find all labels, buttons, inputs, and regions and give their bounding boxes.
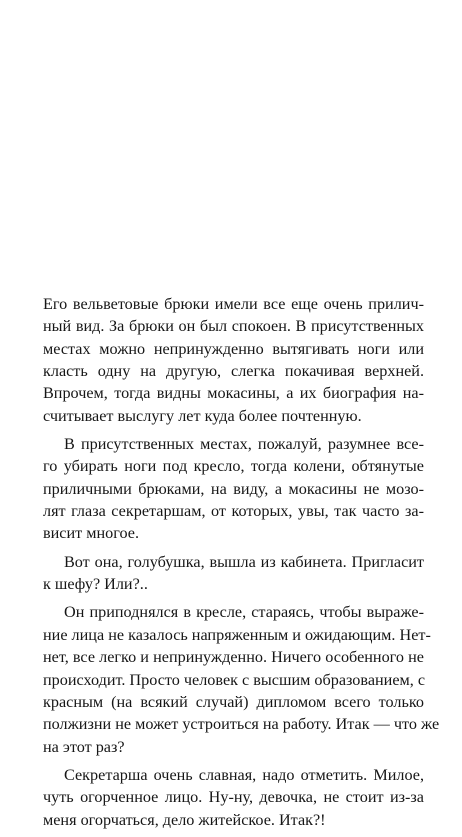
text-line: Его вельветовые брюки имели все еще очень прилич- xyxy=(43,295,424,313)
text-line: висит многое. xyxy=(43,524,140,543)
paragraph-2 xyxy=(43,433,424,545)
text-line: меня огорчаться, дело житейское. Итак?! xyxy=(43,810,326,829)
paragraph-5 xyxy=(43,764,424,831)
text-line: ный вид. За брюки он был спокоен. В присутственных xyxy=(43,317,424,336)
text-line: класть одну на другую, слегка покачивая верхней. xyxy=(43,362,424,381)
body-text xyxy=(43,293,440,837)
text-line: го убирать ноги под кресло, тогда колени, обтянутые xyxy=(43,457,424,476)
text-line: местах можно непринужденно вытягивать ноги или xyxy=(43,339,424,358)
text-line: Вот она, голубушка, вышла из кабинета. Пригласит xyxy=(64,552,424,571)
text-line: В присутственных местах, пожалуй, разумнее все- xyxy=(64,435,424,454)
text-line: нет, все легко и непринужденно. Ничего особенного не xyxy=(43,648,424,667)
text-line: приличными брюками, на виду, а мокасины не мозо- xyxy=(43,479,424,498)
text-line: к шефу? Или?.. xyxy=(43,575,148,594)
text-line: лят глаза секретаршам, от которых, увы, так часто за- xyxy=(43,502,424,521)
text-line: происходит. Просто человек с высшим образованием, с xyxy=(43,670,426,689)
text-line: ние лица не казалось напряженным и ожидающим. Нет- xyxy=(43,625,431,644)
paragraph-1 xyxy=(43,293,424,427)
paragraph-4 xyxy=(43,601,440,757)
text-line: Впрочем, тогда видны мокасины, а их биография на- xyxy=(43,384,424,403)
paragraph-3 xyxy=(43,551,424,596)
text-line: на этот раз? xyxy=(43,737,125,756)
text-line: Секретарша очень славная, надо отметить. Милое, xyxy=(64,765,424,784)
text-line: считывает выслугу лет куда более почтенную. xyxy=(43,406,362,425)
text-line: Он приподнялся в кресле, стараясь, чтобы выраже- xyxy=(64,603,424,622)
text-line: красным (на всякий случай) дипломом всего только xyxy=(43,692,424,711)
text-line: полжизни не может устроиться на работу. Итак — что же xyxy=(43,715,440,734)
text-line: чуть огорченное лицо. Ну-ну, девочка, не стоит из-за xyxy=(43,788,424,807)
